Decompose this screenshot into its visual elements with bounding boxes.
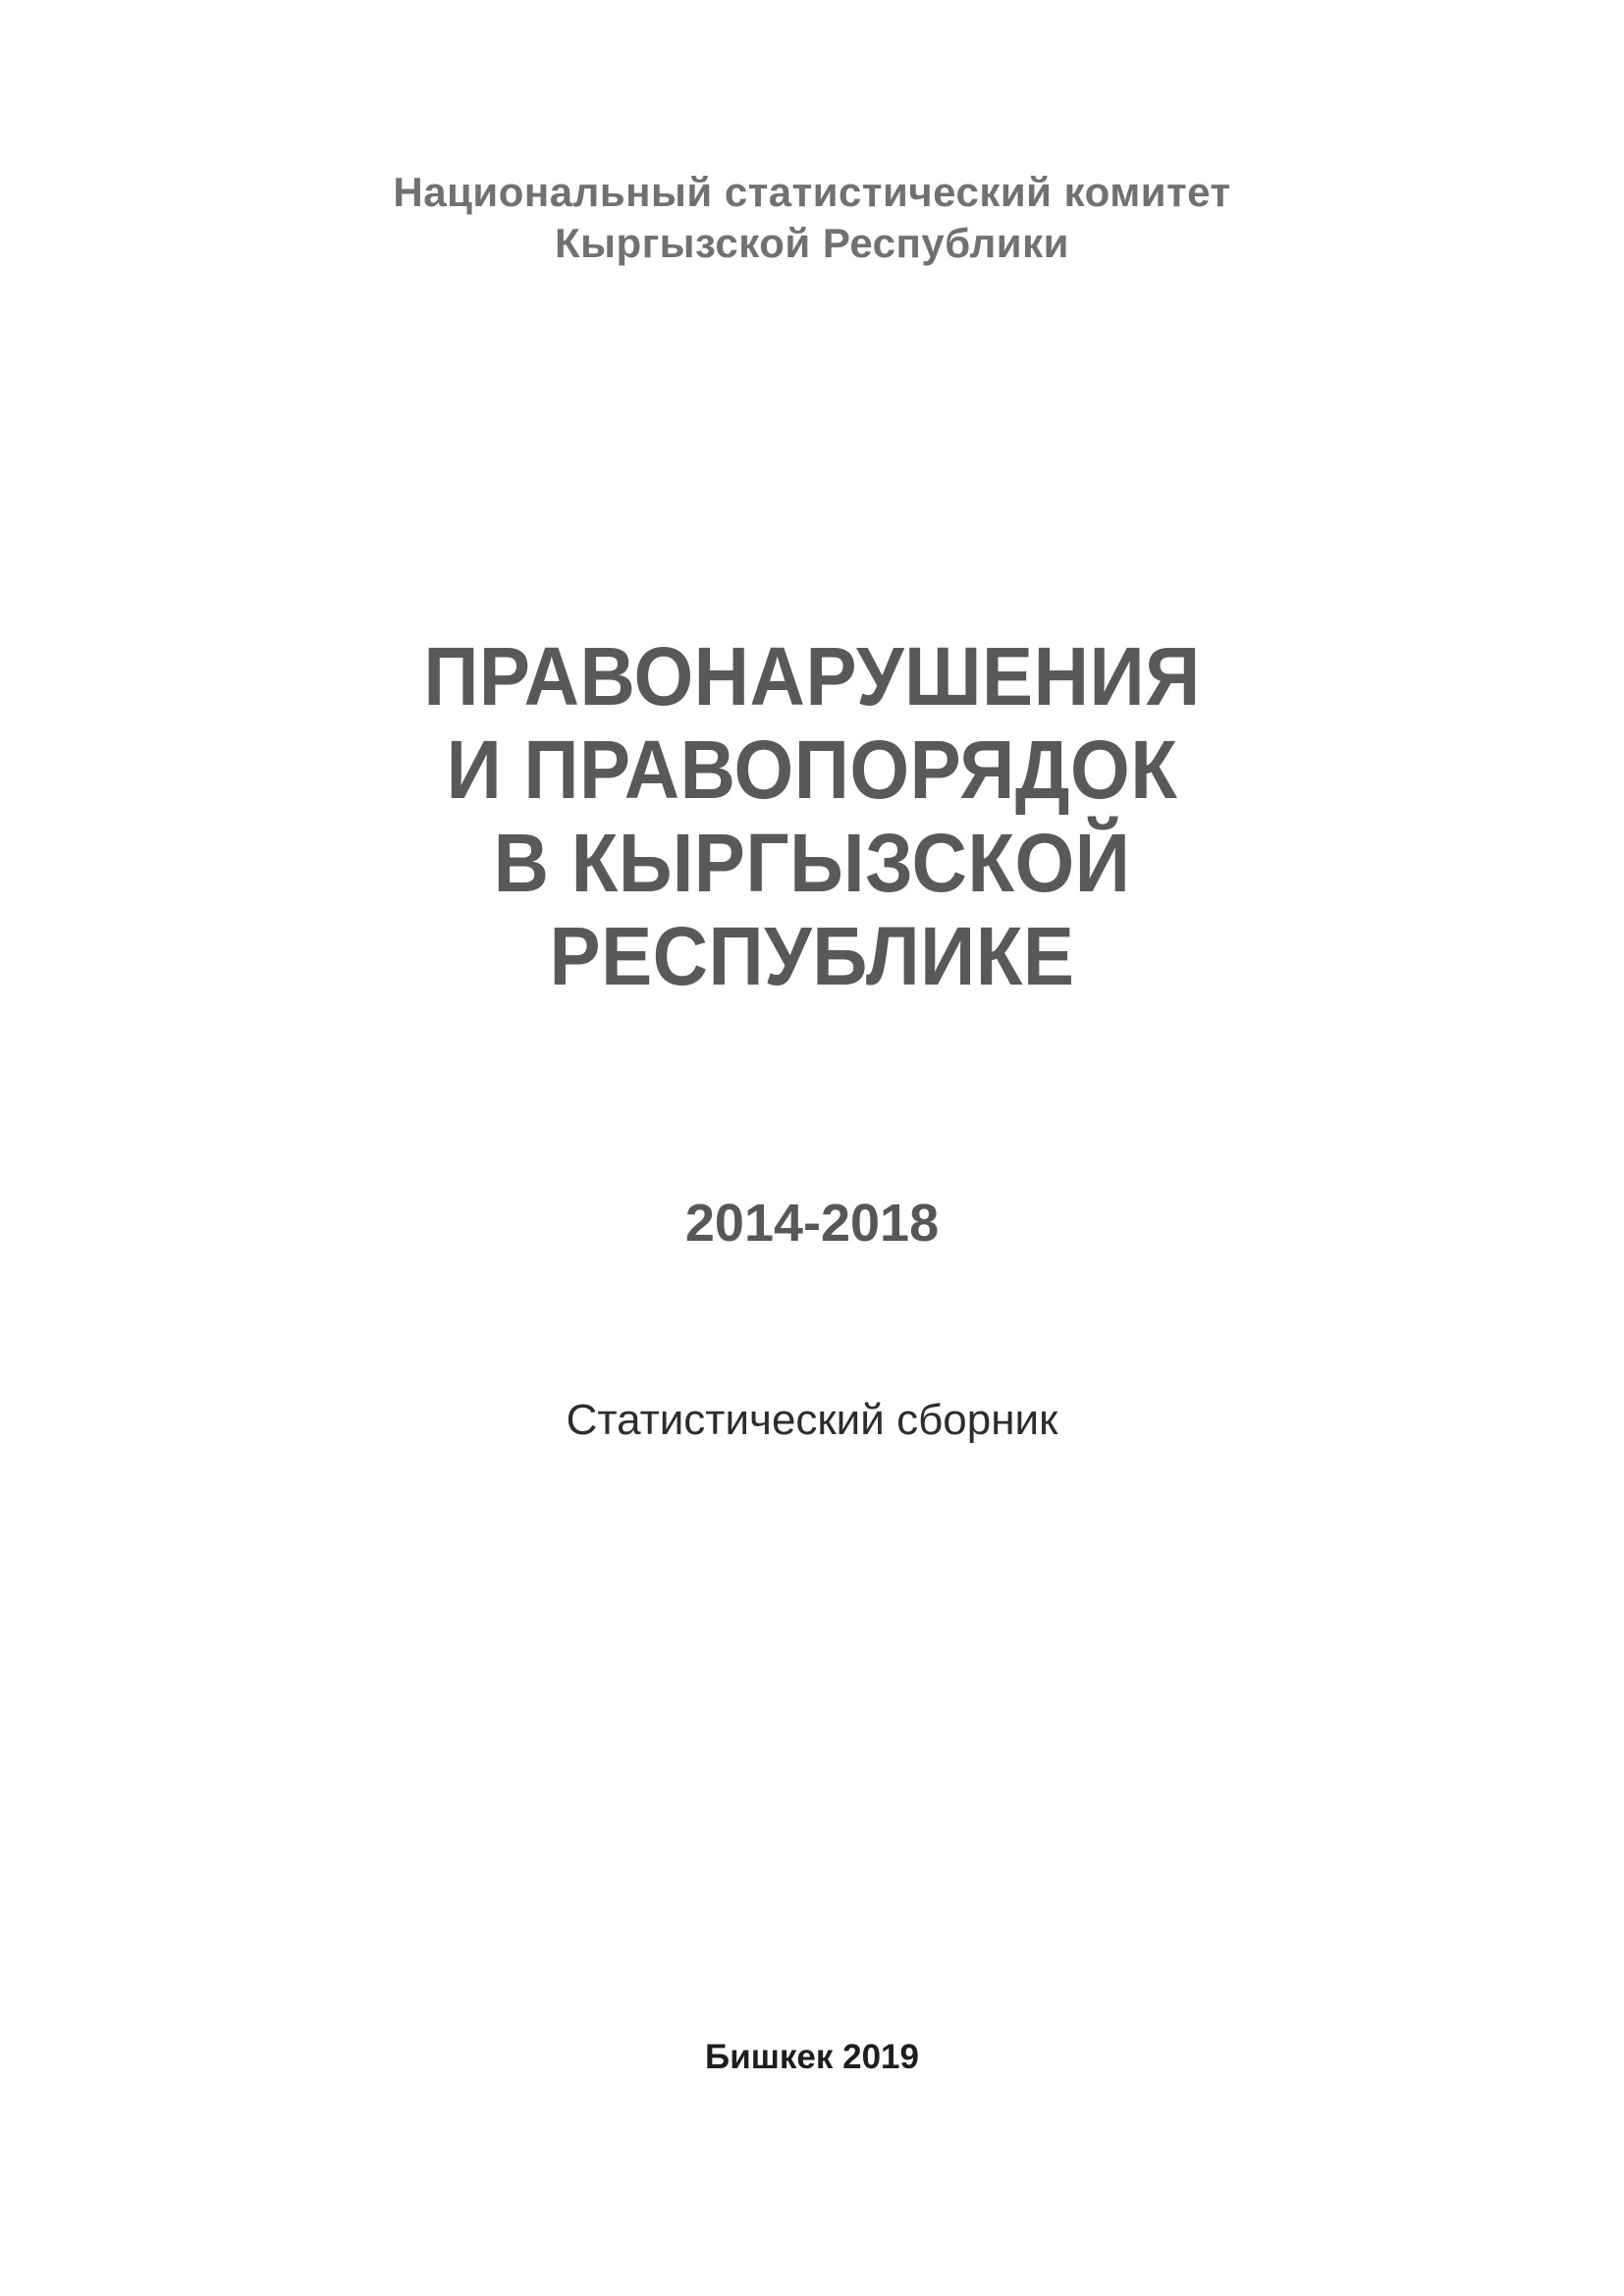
document-title <box>57 630 1567 1003</box>
publisher-block <box>0 167 1624 269</box>
imprint-city-year: Бишкек 2019 <box>705 2038 919 2076</box>
publisher-line-1: Национальный статистический комитет <box>393 169 1231 215</box>
title-line-3: В КЫРГЫЗСКОЙ <box>493 817 1131 909</box>
period-years: 2014-2018 <box>684 1194 940 1253</box>
title-line-4: РЕСПУБЛИКЕ <box>549 910 1075 1002</box>
publisher-line-2: Кыргызской Республики <box>555 220 1069 266</box>
subtitle: Статистический сборник <box>566 1396 1058 1444</box>
title-line-2: И ПРАВОПОРЯДОК <box>446 723 1178 816</box>
title-line-1: ПРАВОНАРУШЕНИЯ <box>423 630 1201 722</box>
